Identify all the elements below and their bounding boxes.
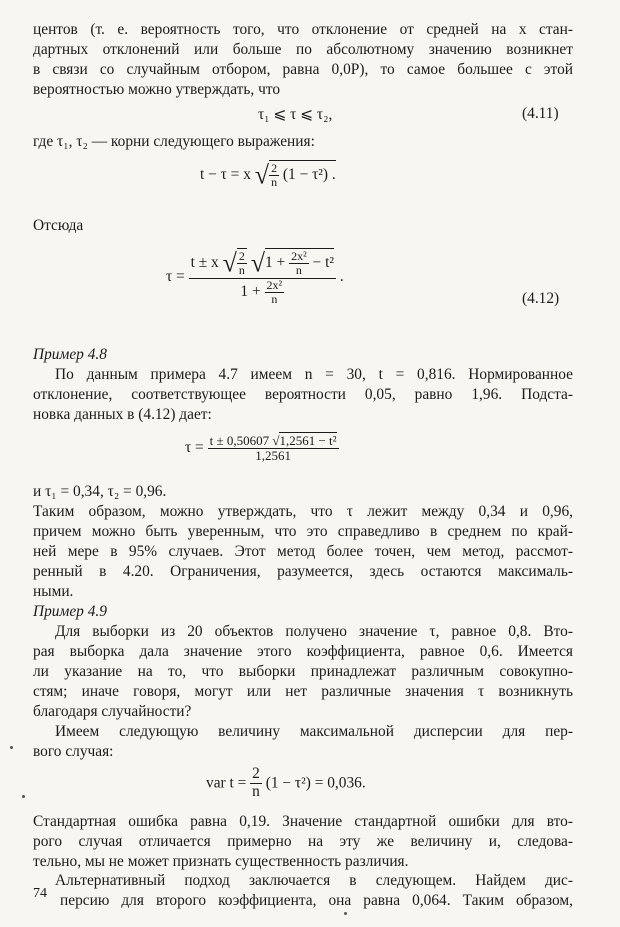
fraction-numerator: 2x² <box>266 277 283 292</box>
radical-sign: √ <box>222 248 237 278</box>
example-heading: Пример 4.8 <box>33 346 107 363</box>
equation-number-4-11: (4.11) <box>522 105 559 122</box>
text-line: рая выборка дала значение этого коэффициента, равное 0,6. Имеется <box>33 643 573 660</box>
fraction-denominator: n <box>271 292 278 307</box>
text-line: Альтернативный подход заключается в следующем. Найдем дис- <box>55 872 573 889</box>
text-line: Отсюда <box>33 217 84 234</box>
eq-roots-left: t − τ = x <box>200 166 251 184</box>
text-line: стям; иначе говоря, могут или нет различные значения τ возникнуть <box>33 683 573 700</box>
equation-4-12 <box>166 248 344 306</box>
eq412-numerator <box>189 248 336 279</box>
eq-roots-radicand <box>269 160 336 189</box>
text-line: Стандартная ошибка равна 0,19. Значение стандартной ошибки для вто- <box>33 813 573 830</box>
fraction-denominator: n <box>238 263 245 278</box>
eq-roots-tail: (1 − τ²) . <box>282 166 336 184</box>
text-line: благодаря случайности? <box>33 703 192 720</box>
eq-tau-num-pre: t ± 0,50607 <box>209 433 270 448</box>
eq412-lhs: τ = <box>166 268 185 286</box>
eq-var-lhs: var t = <box>206 774 247 792</box>
eq-tau-denominator: 1,2561 <box>255 448 291 464</box>
text-line: Таким образом, можно утверждать, что τ лежит между 0,34 и 0,96, <box>33 503 573 520</box>
equation-var <box>206 766 366 801</box>
page-number: 74 <box>33 886 47 901</box>
fraction <box>289 250 309 277</box>
text-line: тельно, мы не может признать существенность различия. <box>33 853 409 870</box>
equation-tau <box>185 432 339 464</box>
eq-tau-fraction <box>208 432 339 464</box>
text-line: ренный в 4.20. Ограничения, разумеется, здесь остаются максималь- <box>33 563 573 580</box>
text-line: персию для второго коэффициента, она равна 0,064. Таким образом, <box>60 892 573 909</box>
fraction <box>265 279 285 306</box>
text-line: рого случая отличается примерно на эту же величину и, следова- <box>33 833 573 850</box>
radical-sign: √ <box>250 248 265 278</box>
text-line: новка данных в (4.12) дает: <box>33 406 212 423</box>
fraction <box>269 162 279 189</box>
text-line: вероятностью можно утверждать, что <box>33 81 281 98</box>
text-line: вого случая: <box>33 743 114 760</box>
example-heading: Пример 4.9 <box>33 603 107 620</box>
eq-var-rhs: (1 − τ²) = 0,036. <box>265 774 366 792</box>
radicand-part: − t² <box>312 254 334 272</box>
radicand <box>237 248 247 277</box>
equation-number-4-12: (4.12) <box>522 290 560 307</box>
eq412-end: . <box>339 268 344 286</box>
fraction-denominator: n <box>295 263 302 278</box>
scan-speck <box>22 795 25 798</box>
fraction-denominator: n <box>271 175 278 190</box>
radical-sign: √ <box>254 160 270 190</box>
text-line: в связи со случайным отбором, равна 0,0P), то самое большее с этой <box>33 61 573 78</box>
eq-tau-lhs: τ = <box>185 438 204 456</box>
eq412-main-fraction <box>189 248 336 306</box>
text-line: отклонение, соответствующее вероятности 0,05, равно 1,96. Подста- <box>33 386 573 403</box>
fraction-numerator: 2 <box>252 765 260 782</box>
equation-roots <box>200 160 336 191</box>
text-line: ней мере в 95% случаев. Этот метод более точен, чем метод, рассмот- <box>33 543 573 560</box>
eq-tau-radicand: 1,2561 − t² <box>279 433 337 448</box>
text-line: центов (т. е. вероятность того, что отклонение от средней на x стан- <box>33 21 573 38</box>
text-line: ли указание на то, что выборки принадлежат различным совокупно- <box>33 663 573 680</box>
scan-speck <box>10 746 13 749</box>
scan-speck <box>344 912 347 915</box>
fraction <box>250 766 262 801</box>
equation-4-11: τ₁ ⩽ τ ⩽ τ₂, <box>258 106 333 123</box>
eq-tau-numerator <box>208 432 339 449</box>
text-line: дартных отклонений или больше по абсолютному значению возникнет <box>33 41 573 58</box>
fraction-numerator: 2 <box>238 249 245 263</box>
text-line: ными. <box>33 583 74 600</box>
text-line: По данным примера 4.7 имеем n = 30, t = 0,816. Нормированное <box>55 366 573 383</box>
text-line: причем можно быть уверенным, что это справедливо в среднем по край- <box>33 523 573 540</box>
denominator-part: 1 + <box>240 283 261 301</box>
fraction <box>237 250 247 277</box>
fraction-numerator: 2 <box>271 161 278 175</box>
text-line: где τ₁, τ₂ — корни следующего выражения: <box>33 133 315 150</box>
eq412-denominator <box>189 279 336 306</box>
radicand <box>265 248 334 277</box>
text-line: Имеем следующую величину максимальной дисперсии для пер- <box>55 723 573 740</box>
text-line: и τ₁ = 0,34, τ₂ = 0,96. <box>33 483 167 500</box>
text-line: Для выборки из 20 объектов получено значение τ, равное 0,8. Вто- <box>55 623 573 640</box>
radicand-part: 1 + <box>264 254 286 272</box>
eq412-t: t ± x <box>190 254 219 272</box>
fraction-denominator: n <box>252 782 260 800</box>
radical-sign: √ <box>272 433 280 448</box>
fraction-numerator: 2x² <box>291 249 307 263</box>
